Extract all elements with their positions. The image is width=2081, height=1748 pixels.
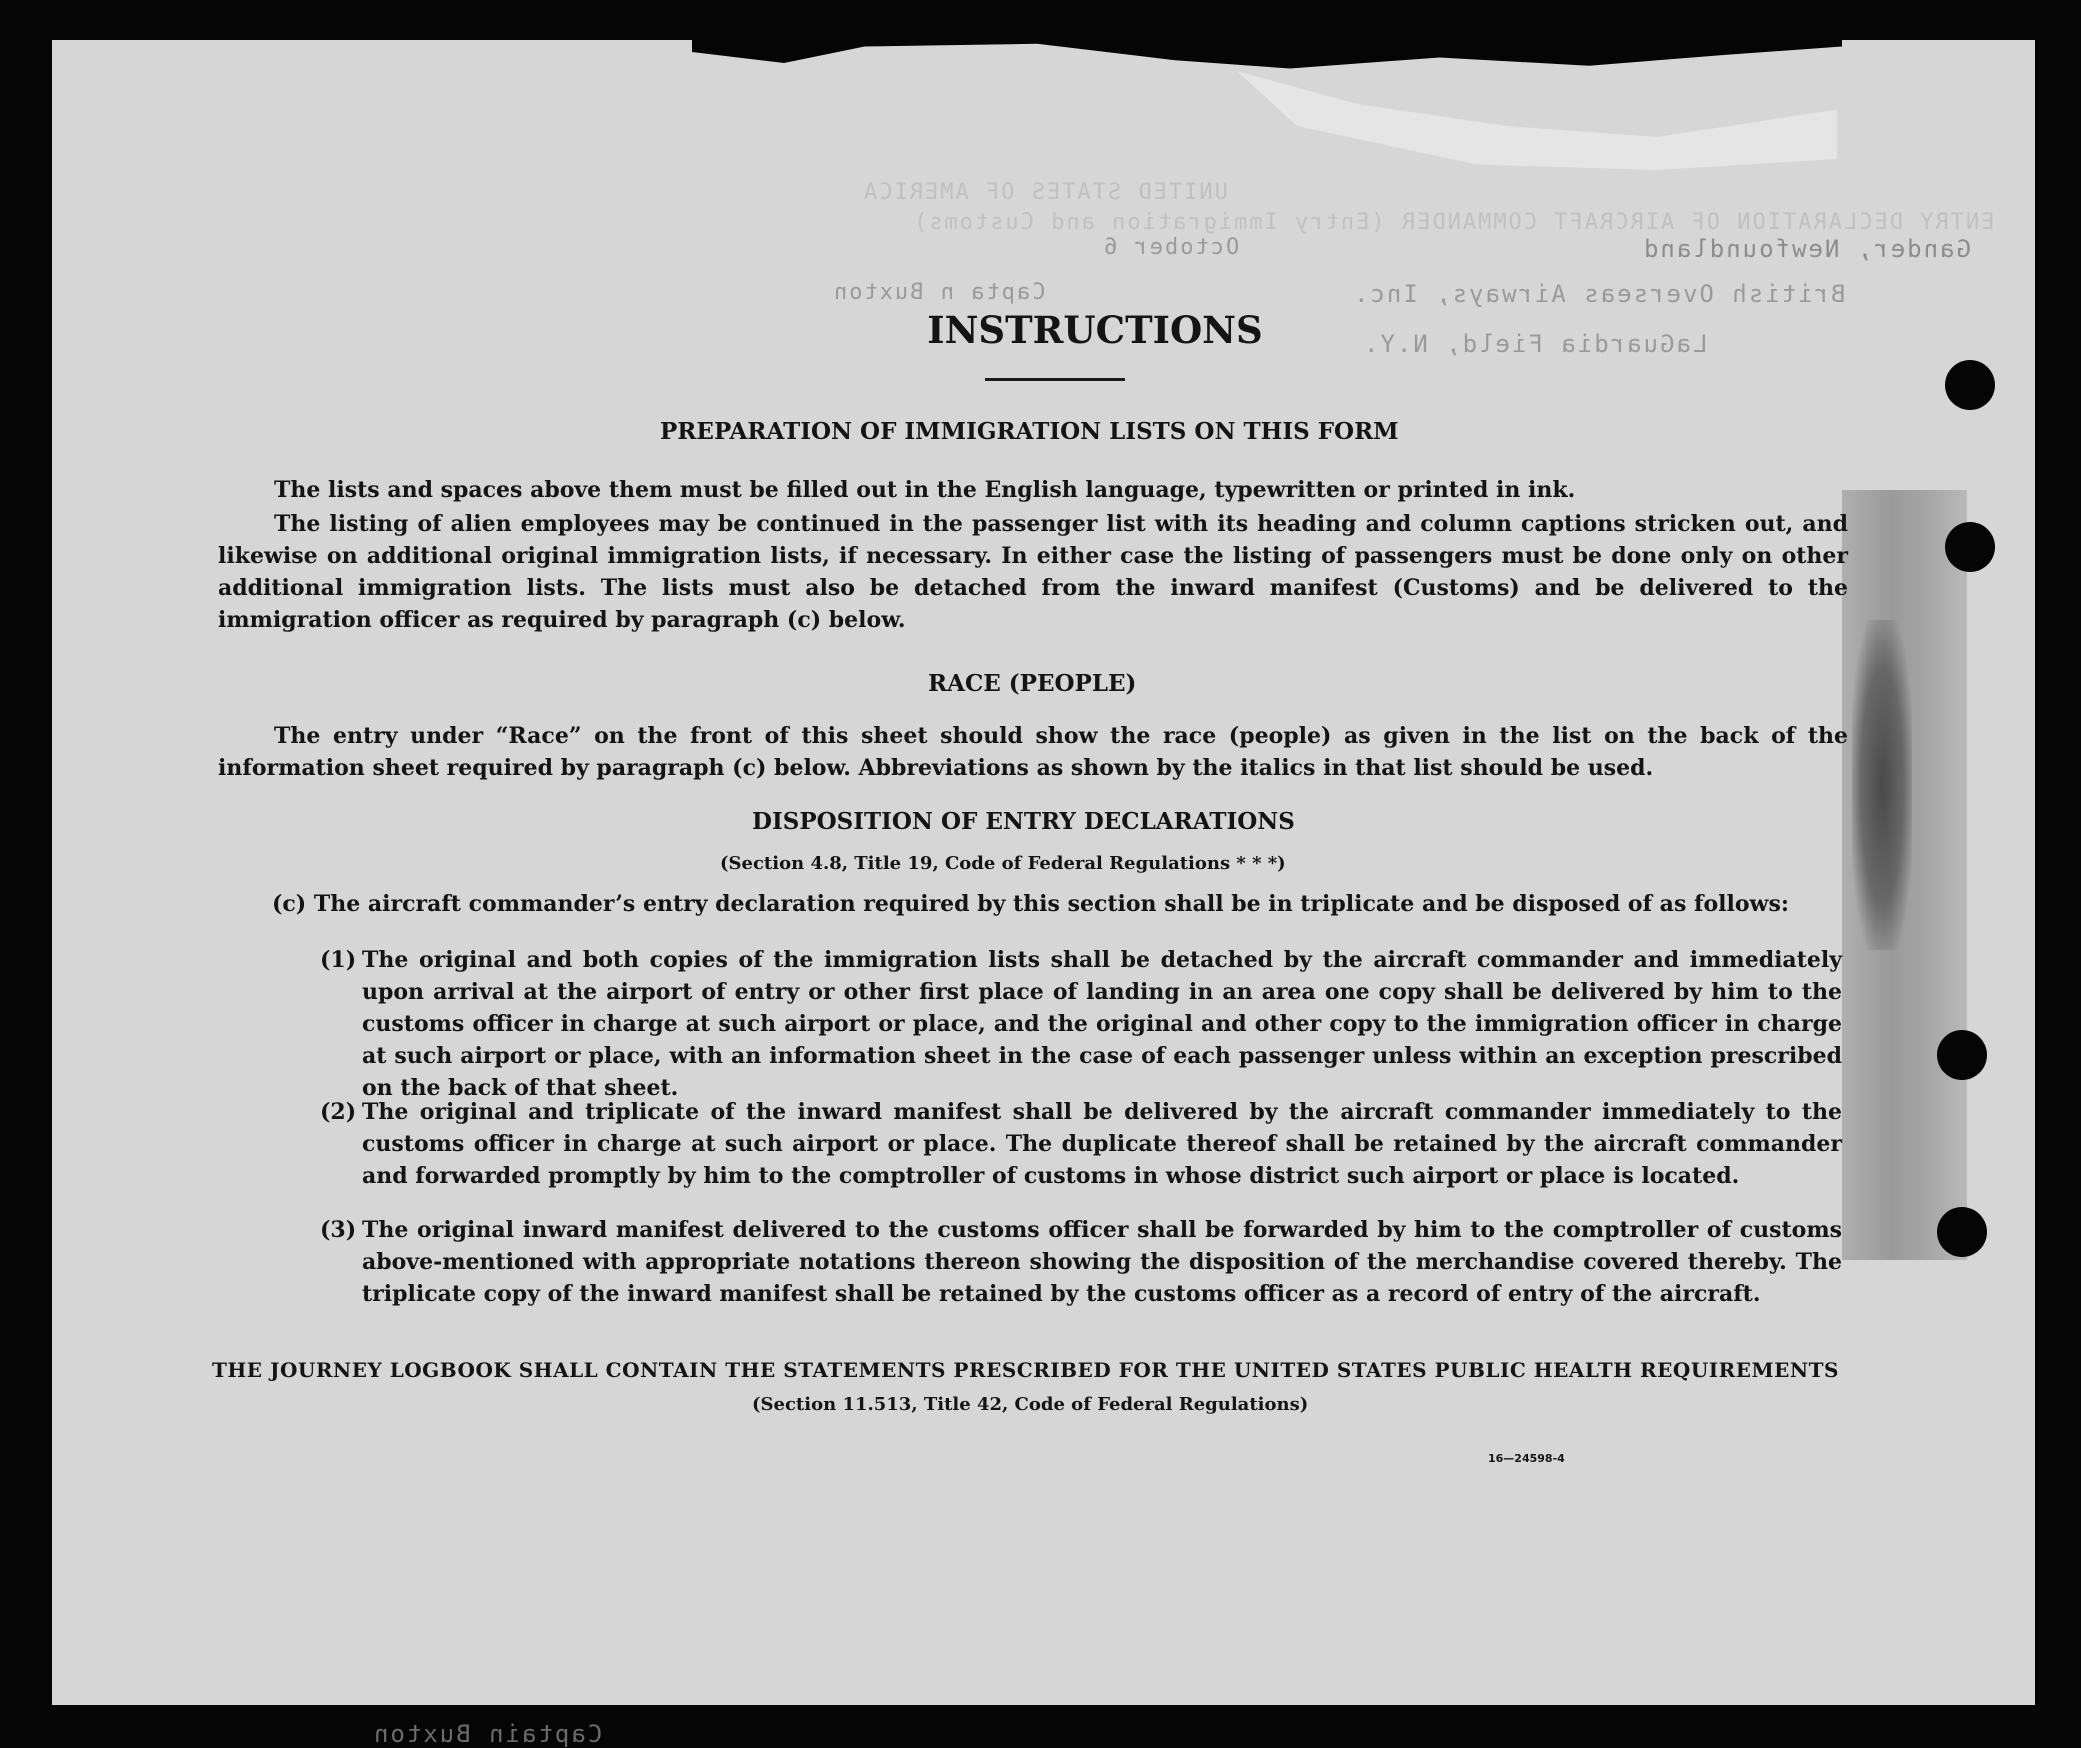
title-underline [985,378,1125,381]
bleedthrough-text: October 6 [1102,235,1240,260]
list-item-number: (2) [320,1099,357,1125]
form-number: 16—24598-4 [1488,1452,1565,1465]
bleedthrough-text: ENTRY DECLARATION OF AIRCRAFT COMMANDER (Entry Immigration and Customs) [912,210,1995,235]
list-item [320,1214,1842,1310]
section-heading-logbook: THE JOURNEY LOGBOOK SHALL CONTAIN THE STATEMENTS PRESCRIBED FOR THE UNITED STATES PUBLIC HEALTH REQUIREMENTS [212,1358,1839,1382]
list-item-text: The original and triplicate of the inward manifest shall be delivered by the aircraft commander immediately to the customs officer in charge at such airport or place. The duplicate thereof shall be retained by the aircraft commander and forwarded promptly by him to the comptroller of customs in whose district such airport or place is located. [362,1099,1842,1189]
bleedthrough-text: Gander, Newfoundland [1642,235,1971,263]
list-item-text: The original inward manifest delivered to the customs officer shall be forwarded by him to the comptroller of customs above-mentioned with appropriate notations thereon showing the disposition of the merchandise covered thereby. The triplicate copy of the inward manifest shall be retained by the customs officer as a record of entry of the aircraft. [362,1217,1842,1307]
bleedthrough-text: British Overseas Airways, Inc. [1352,280,1846,308]
page-title: INSTRUCTIONS [927,308,1263,352]
paragraph-preparation-2: The listing of alien employees may be continued in the passenger list with its heading and column captions stricken out, and likewise on additional original immigration lists, if necessary. In either case the listing of passengers must be done only on other additional immigration lists. The lists must also be detached from the inward manifest (Customs) and be delivered to the immigration officer as required by paragraph (c) below. [218,511,1848,633]
citation-logbook: (Section 11.513, Title 42, Code of Federal Regulations) [752,1394,1309,1415]
section-heading-preparation: PREPARATION OF IMMIGRATION LISTS ON THIS FORM [660,418,1399,445]
list-item [320,1096,1842,1192]
bleedthrough-text: Capta n Buxton [832,280,1046,305]
section-heading-race: RACE (PEOPLE) [928,670,1137,697]
paragraph-disposition-intro: (c) The aircraft commander’s entry declaration required by this section shall be in triplicate and be disposed of as follows: [272,891,1789,917]
bleedthrough-text: LaGuardia Field, N.Y. [1362,330,1708,358]
paragraph-preparation-1: The lists and spaces above them must be filled out in the English language, typewritten or printed in ink. [274,477,1576,503]
citation-disposition: (Section 4.8, Title 19, Code of Federal Regulations * * *) [720,853,1286,874]
list-item-number: (1) [320,947,357,973]
list-item [320,944,1842,1104]
list-item-text: The original and both copies of the immigration lists shall be detached by the aircraft commander and immediately upon arrival at the airport of entry or other first place of landing in an area one copy shall be delivered by him to the customs officer in charge at such airport or place, and the original and other copy to the immigration officer in charge at such airport or place, with an information sheet in the case of each passenger unless within an exception prescribed on the back of that sheet. [362,947,1842,1101]
bleedthrough-signature: Captain Buxton [372,1720,603,1748]
list-item-number: (3) [320,1217,357,1243]
bleedthrough-text: UNITED STATES OF AMERICA [862,180,1228,205]
paragraph-race: The entry under “Race” on the front of this sheet should show the race (people) as given in the list on the back of the information sheet required by paragraph (c) below. Abbreviations as shown by the italics in that list should be used. [218,723,1848,781]
section-heading-disposition: DISPOSITION OF ENTRY DECLARATIONS [752,808,1295,835]
